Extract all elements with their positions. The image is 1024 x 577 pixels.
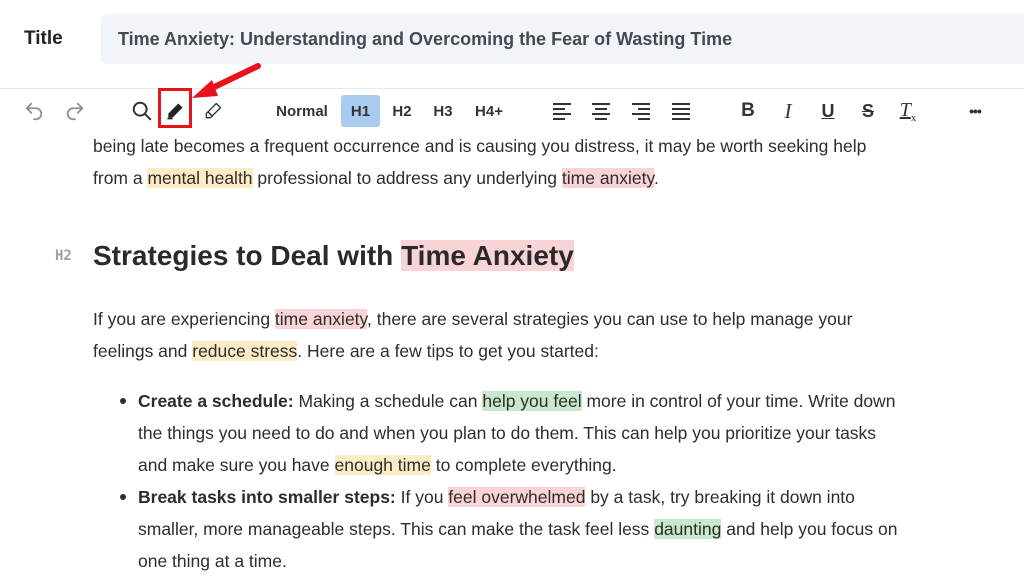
text: to complete everything.: [430, 455, 617, 475]
align-right-button[interactable]: [627, 89, 655, 133]
align-center-button[interactable]: [587, 89, 615, 133]
text: and help you focus on: [721, 519, 898, 539]
list-item-line: [138, 481, 855, 513]
heading-level-tag: H2: [55, 248, 72, 264]
text: feelings and: [93, 341, 193, 361]
align-right-icon: [631, 102, 651, 120]
highlight-red: Time Anxiety: [401, 240, 574, 271]
more-icon: •••: [969, 103, 981, 119]
text: professional to address any underlying: [252, 168, 562, 188]
format-h2-button[interactable]: [384, 89, 420, 133]
paragraph-line: [93, 303, 852, 335]
text: and make sure you have: [138, 455, 335, 475]
format-h3-button[interactable]: [425, 89, 461, 133]
title-input[interactable]: Time Anxiety: Understanding and Overcoming the Fear of Wasting Time: [101, 14, 1024, 64]
clear-format-t: T: [899, 98, 911, 121]
align-left-icon: [552, 102, 572, 120]
search-button[interactable]: [128, 89, 156, 133]
italic-icon: I: [784, 98, 792, 123]
highlight-red: feel overwhelmed: [448, 487, 586, 507]
section-heading: [93, 236, 574, 276]
format-normal-button[interactable]: [270, 89, 334, 133]
clear-format-x: x: [910, 111, 917, 124]
strikethrough-icon: S: [861, 100, 874, 121]
list-item-bold: Create a schedule:: [138, 391, 294, 411]
paragraph-line: [93, 335, 599, 367]
underline-button[interactable]: [815, 89, 841, 133]
list-item-bold: Break tasks into smaller steps:: [138, 487, 396, 507]
list-item-line: [138, 385, 895, 417]
clear-format-button[interactable]: [895, 89, 921, 133]
search-icon: [131, 100, 153, 122]
highlighter-outline-icon: [203, 101, 223, 121]
align-justify-button[interactable]: [667, 89, 695, 133]
list-item-line: the things you need to do and when you plan to do them. This can help you prioritize your tasks: [138, 423, 877, 443]
clear-format-icon: [900, 99, 917, 124]
align-center-icon: [591, 102, 611, 120]
format-normal-label: Normal: [276, 102, 328, 120]
underline-icon: U: [821, 100, 835, 121]
format-h4-button[interactable]: [468, 89, 510, 133]
list-bullet: [120, 398, 126, 404]
undo-icon: [23, 100, 45, 122]
text: .: [653, 168, 659, 188]
highlight-yellow: mental health: [147, 168, 253, 188]
undo-button[interactable]: [20, 89, 48, 133]
highlight-red: time anxiety: [274, 309, 367, 329]
text: from a: [93, 168, 148, 188]
list-item-line: [138, 513, 897, 545]
format-h1-button[interactable]: [341, 89, 380, 133]
text: by a task, try breaking it down into: [585, 487, 855, 507]
italic-button[interactable]: [775, 89, 801, 133]
text: . Here are a few tips to get you started:: [297, 341, 599, 361]
format-h1-label: H1: [350, 102, 371, 120]
list-item-line: [138, 449, 617, 481]
highlight-yellow: reduce stress: [192, 341, 298, 361]
redo-icon: [64, 100, 86, 122]
highlight-yellow: enough time: [334, 455, 431, 475]
strikethrough-button[interactable]: [855, 89, 881, 133]
highlight-green: help you feel: [482, 391, 582, 411]
editor-toolbar: [0, 89, 1024, 133]
text: If you are experiencing: [93, 309, 275, 329]
heading-text: Strategies to Deal with: [93, 240, 402, 271]
align-justify-icon: [671, 102, 691, 120]
paragraph-line: [93, 162, 659, 194]
list-item-line: one thing at a time.: [138, 551, 287, 571]
bold-icon: B: [741, 100, 755, 121]
redo-button[interactable]: [61, 89, 89, 133]
align-left-button[interactable]: [548, 89, 576, 133]
annotation-arrow-icon: [186, 60, 264, 102]
more-options-button[interactable]: [960, 89, 990, 133]
format-h3-label: H3: [433, 102, 453, 120]
text: Making a schedule can: [293, 391, 483, 411]
format-h4-label: H4+: [475, 102, 503, 120]
highlight-red: time anxiety: [561, 168, 654, 188]
text: more in control of your time. Write down: [581, 391, 896, 411]
text: If you: [395, 487, 449, 507]
paragraph-line: being late becomes a frequent occurrence and is causing you distress, it may be worth seeking help: [93, 136, 867, 156]
highlight-green: daunting: [654, 519, 722, 539]
title-label: Title: [24, 28, 63, 49]
text: smaller, more manageable steps. This can make the task feel less: [138, 519, 655, 539]
format-h2-label: H2: [392, 102, 412, 120]
text: , there are several strategies you can use to help manage your: [367, 309, 853, 329]
list-bullet: [120, 494, 126, 500]
bold-button[interactable]: [735, 89, 761, 133]
